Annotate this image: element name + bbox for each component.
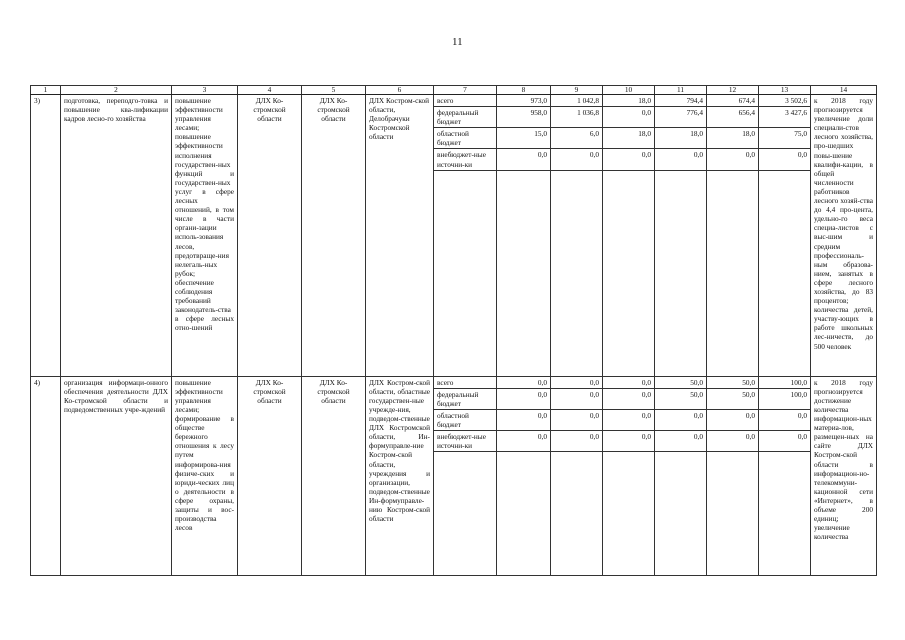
header-cell: 11	[655, 86, 707, 95]
value-cell: 0,0	[551, 431, 603, 452]
empty-cell	[759, 452, 811, 576]
value-cell: 50,0	[655, 376, 707, 388]
header-cell: 9	[551, 86, 603, 95]
value-cell: 0,0	[707, 409, 759, 430]
header-cell: 3	[172, 86, 238, 95]
result-cell: к 2018 году прогнозируется увеличение доли специали-стов лесного хозяйства, про-шедших повы-шение квалифи-кации, в общей численности работников лесного хозяй-ства до 4,4 про-цента, удельно-го веса специа-листов с выс-шим и средним профессиональ-ным образова-нием, занятых в сфере лесного хозяйства, до 83 процентов; количества детей, участву-ющих в работе школьных лес-ничеств, до 500 человек	[811, 95, 877, 377]
empty-cell	[707, 170, 759, 376]
activity-cell: организация информаци-онного обеспечения деятельности ДЛХ Ко-стромской области и подведомственных учре-ждений	[61, 376, 172, 576]
source-name: всего	[434, 376, 497, 388]
goal-cell: повышение эффективности управления лесами; формирование в обществе бережного отношения к лесу путем информирова-ния физиче-ских и юриди-ческих лиц о деятельности в сфере охраны, защиты и вос-производства лесов	[172, 376, 238, 576]
responsible-cell: ДЛХ Ко-стромской области	[238, 376, 302, 576]
value-cell: 0,0	[603, 376, 655, 388]
value-cell: 0,0	[759, 149, 811, 170]
empty-cell	[434, 170, 497, 376]
value-cell: 674,4	[707, 95, 759, 107]
value-cell: 0,0	[497, 376, 551, 388]
source-name: областной бюджет	[434, 409, 497, 430]
header-cell: 1	[31, 86, 61, 95]
responsible-cell: ДЛХ Ко-стромской области	[238, 95, 302, 377]
value-cell: 0,0	[603, 388, 655, 409]
result-cell: к 2018 году прогнозируется достижение количества информацион-ных материа-лов, размещен-ных на сайте ДЛХ Костром-ской области в информацион-но-телекоммуни-кационной сети «Интернет», в объеме 200 единиц; увеличение количества	[811, 376, 877, 576]
value-cell: 794,4	[655, 95, 707, 107]
header-cell: 7	[434, 86, 497, 95]
header-cell: 12	[707, 86, 759, 95]
empty-cell	[707, 452, 759, 576]
value-cell: 0,0	[603, 149, 655, 170]
header-cell: 8	[497, 86, 551, 95]
value-cell: 3 502,6	[759, 95, 811, 107]
value-cell: 0,0	[551, 409, 603, 430]
page-number: 11	[452, 36, 463, 48]
value-cell: 18,0	[603, 128, 655, 149]
header-cell: 2	[61, 86, 172, 95]
row-number: 4)	[31, 376, 61, 576]
value-cell: 0,0	[655, 149, 707, 170]
value-cell: 0,0	[497, 409, 551, 430]
participants-cell: ДЛХ Костром-ской области, Делобрачуки Костромской области	[366, 95, 434, 377]
header-cell: 10	[603, 86, 655, 95]
value-cell: 15,0	[497, 128, 551, 149]
value-cell: 0,0	[603, 431, 655, 452]
source-name: внебюджет-ные источни-ки	[434, 431, 497, 452]
value-cell: 0,0	[551, 149, 603, 170]
value-cell: 50,0	[707, 376, 759, 388]
value-cell: 656,4	[707, 107, 759, 128]
participants-cell: ДЛХ Костром-ской области, областные государствен-ные учрежде-ния, подведом-ственные ДЛХ Костромской области, Ин-формуправле-ние Костром-ской области, учреждения и организации, подведом-ственные Ин-формуправле-нию Костром-ской области	[366, 376, 434, 576]
value-cell: 0,0	[551, 376, 603, 388]
header-cell: 13	[759, 86, 811, 95]
source-name: всего	[434, 95, 497, 107]
empty-cell	[655, 452, 707, 576]
empty-cell	[603, 170, 655, 376]
value-cell: 6,0	[551, 128, 603, 149]
header-cell: 6	[366, 86, 434, 95]
header-row	[31, 86, 877, 95]
value-cell: 0,0	[603, 107, 655, 128]
source-name: федеральный бюджет	[434, 107, 497, 128]
value-cell: 0,0	[707, 431, 759, 452]
value-cell: 776,4	[655, 107, 707, 128]
program-table	[30, 85, 877, 576]
value-cell: 0,0	[655, 409, 707, 430]
value-cell: 100,0	[759, 376, 811, 388]
value-cell: 75,0	[759, 128, 811, 149]
value-cell: 50,0	[655, 388, 707, 409]
empty-cell	[497, 452, 551, 576]
empty-cell	[655, 170, 707, 376]
value-cell: 973,0	[497, 95, 551, 107]
value-cell: 18,0	[707, 128, 759, 149]
value-cell: 0,0	[497, 431, 551, 452]
value-cell: 958,0	[497, 107, 551, 128]
value-cell: 100,0	[759, 388, 811, 409]
goal-cell: повышение эффективности управления лесами; повышение эффективности исполнения государствен-ных функций и государствен-ных услуг в сфере лесных отношений, в том числе в части органи-зации исполь-зования лесов, предотвраще-ния нелегаль-ных рубок; обеспечение соблюдения требований законодатель-ства в сфере лесных отно-шений	[172, 95, 238, 377]
empty-cell	[551, 170, 603, 376]
header-cell: 14	[811, 86, 877, 95]
table-row	[31, 95, 877, 107]
empty-cell	[434, 452, 497, 576]
value-cell: 0,0	[497, 149, 551, 170]
value-cell: 0,0	[603, 409, 655, 430]
value-cell: 18,0	[603, 95, 655, 107]
value-cell: 50,0	[707, 388, 759, 409]
value-cell: 18,0	[655, 128, 707, 149]
empty-cell	[603, 452, 655, 576]
header-cell: 4	[238, 86, 302, 95]
value-cell: 0,0	[551, 388, 603, 409]
row-number: 3)	[31, 95, 61, 377]
value-cell: 0,0	[497, 388, 551, 409]
value-cell: 3 427,6	[759, 107, 811, 128]
empty-cell	[759, 170, 811, 376]
source-name: областной бюджет	[434, 128, 497, 149]
value-cell: 0,0	[759, 431, 811, 452]
value-cell: 0,0	[759, 409, 811, 430]
empty-cell	[497, 170, 551, 376]
value-cell: 0,0	[707, 149, 759, 170]
value-cell: 1 042,8	[551, 95, 603, 107]
activity-cell: подготовка, переподго-товка и повышение ква-лификации кадров лесно-го хозяйства	[61, 95, 172, 377]
coexecutor-cell: ДЛХ Ко-стромской области	[302, 376, 366, 576]
source-name: внебюджет-ные источни-ки	[434, 149, 497, 170]
empty-cell	[551, 452, 603, 576]
source-name: федеральный бюджет	[434, 388, 497, 409]
coexecutor-cell: ДЛХ Ко-стромской области	[302, 95, 366, 377]
table-row	[31, 376, 877, 388]
header-cell: 5	[302, 86, 366, 95]
value-cell: 1 036,8	[551, 107, 603, 128]
value-cell: 0,0	[655, 431, 707, 452]
